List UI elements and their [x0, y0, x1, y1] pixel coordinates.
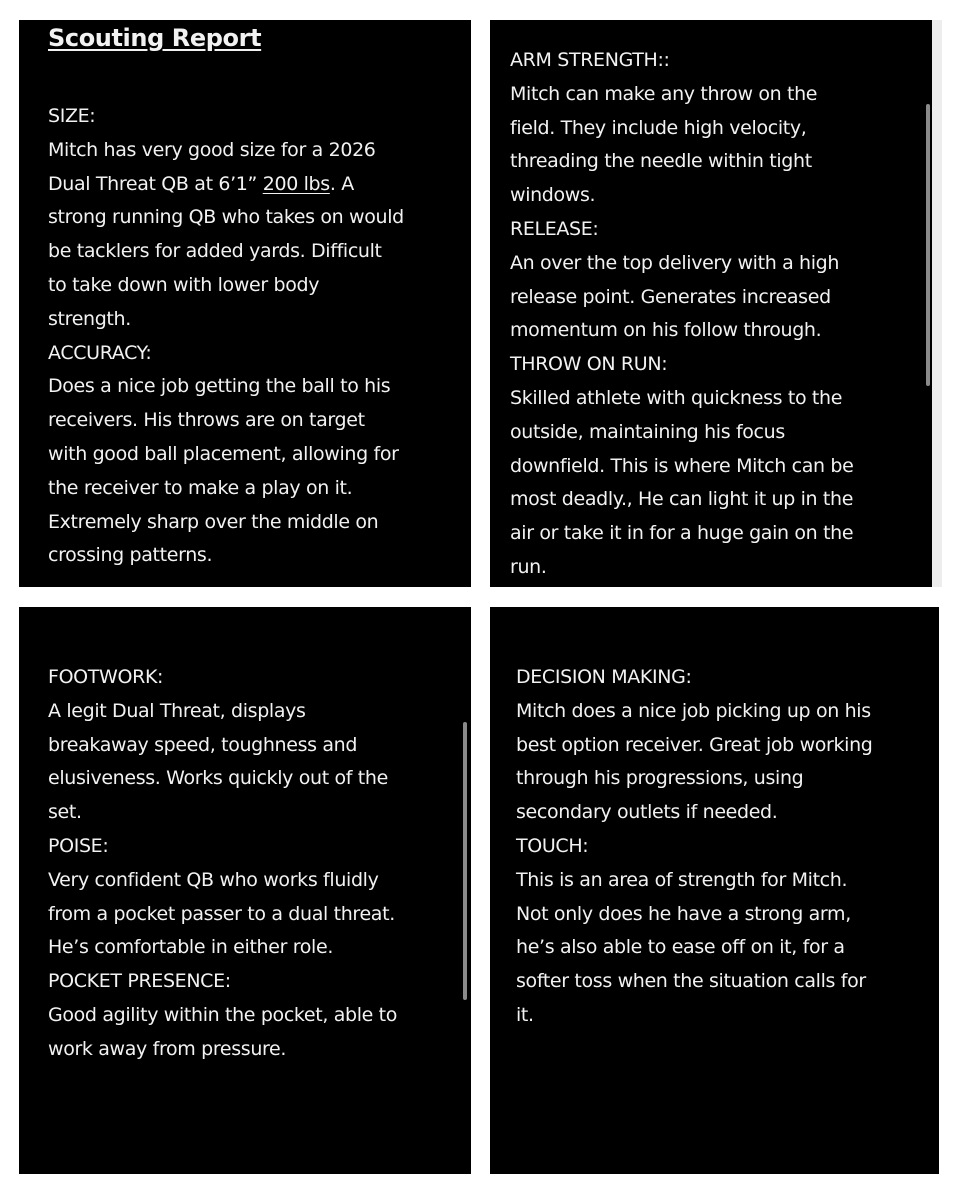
text-line: air or take it in for a huge gain on the [510, 522, 854, 545]
text-line: softer toss when the situation calls for [516, 970, 866, 993]
text-line: most deadly., He can light it up in the [510, 488, 854, 511]
page-title: Scouting Report [48, 24, 262, 52]
text-line: breakaway speed, toughness and [48, 733, 358, 756]
text-line: Mitch has very good size for a 2026 [48, 138, 376, 161]
weight-link[interactable]: 200 lbs [262, 172, 330, 195]
text-line: He’s comfortable in either role. [48, 936, 334, 959]
text-line: An over the top delivery with a high [510, 251, 840, 274]
text-segment: Dual Threat QB at 6’1” [48, 172, 263, 195]
text-line: be tacklers for added yards. Difficult [48, 240, 382, 263]
scrollbar[interactable] [926, 104, 930, 386]
text-line: strong running QB who takes on would [48, 206, 404, 229]
text-line: release point. Generates increased [510, 285, 831, 308]
text-line: This is an area of strength for Mitch. [516, 868, 848, 891]
note-text [48, 661, 397, 1067]
text-line: run. [510, 555, 547, 578]
section-heading-footwork: FOOTWORK: [48, 666, 164, 688]
text-line: elusiveness. Works quickly out of the [48, 767, 388, 790]
text-line: Not only does he have a strong arm, [516, 902, 851, 925]
note-text [516, 661, 873, 1033]
text-line: Mitch does a nice job picking up on his [516, 699, 871, 722]
text-line: with good ball placement, allowing for [48, 442, 399, 465]
text-line: downfield. This is where Mitch can be [510, 454, 854, 477]
text-line: best option receiver. Great job working [516, 733, 873, 756]
text-line: through his progressions, using [516, 767, 804, 790]
section-heading-poise: POISE: [48, 834, 109, 857]
text-line: A legit Dual Threat, displays [48, 699, 306, 722]
section-heading-arm-strength: ARM STRENGTH:: [510, 49, 670, 71]
text-line: threading the needle within tight [510, 150, 812, 173]
scouting-report-panel-arm-release-run [490, 20, 942, 587]
text-line: momentum on his follow through. [510, 319, 822, 342]
text-line: secondary outlets if needed. [516, 801, 778, 824]
screenshot-edge [932, 20, 942, 587]
text-line: windows. [510, 184, 596, 207]
text-line: Mitch can make any throw on the [510, 82, 818, 105]
text-line: he’s also able to ease off on it, for a [516, 936, 845, 959]
text-line: work away from pressure. [48, 1037, 287, 1060]
text-line: crossing patterns. [48, 544, 213, 567]
text-line: to take down with lower body [48, 273, 320, 296]
text-line: receivers. His throws are on target [48, 409, 365, 432]
section-heading-touch: TOUCH: [516, 834, 589, 857]
scouting-report-panel-size-accuracy [19, 20, 471, 587]
scouting-report-panel-decision-touch [490, 607, 939, 1174]
text-line: strength. [48, 307, 131, 330]
text-line: the receiver to make a play on it. [48, 476, 353, 499]
section-heading-pocket-presence: POCKET PRESENCE: [48, 970, 231, 993]
text-line [48, 168, 404, 202]
scouting-report-panel-footwork-poise [19, 607, 471, 1174]
text-line: Extremely sharp over the middle on [48, 510, 379, 533]
text-line: set. [48, 801, 82, 824]
text-line: Good agility within the pocket, able to [48, 1003, 398, 1026]
note-text [510, 44, 853, 585]
text-line: Does a nice job getting the ball to his [48, 375, 391, 398]
text-segment: . A [329, 172, 354, 195]
section-heading-decision-making: DECISION MAKING: [516, 666, 692, 688]
section-heading-accuracy: ACCURACY: [48, 341, 152, 364]
note-text [48, 100, 404, 573]
text-line: it. [516, 1003, 534, 1026]
text-line: field. They include high velocity, [510, 116, 807, 139]
section-heading-size: SIZE: [48, 105, 96, 127]
scrollbar[interactable] [463, 722, 467, 1000]
section-heading-throw-on-run: THROW ON RUN: [510, 353, 668, 376]
section-heading-release: RELEASE: [510, 217, 599, 240]
text-line: Very confident QB who works fluidly [48, 868, 379, 891]
text-line: Skilled athlete with quickness to the [510, 386, 843, 409]
text-line: outside, maintaining his focus [510, 420, 785, 443]
text-line: from a pocket passer to a dual threat. [48, 902, 395, 925]
